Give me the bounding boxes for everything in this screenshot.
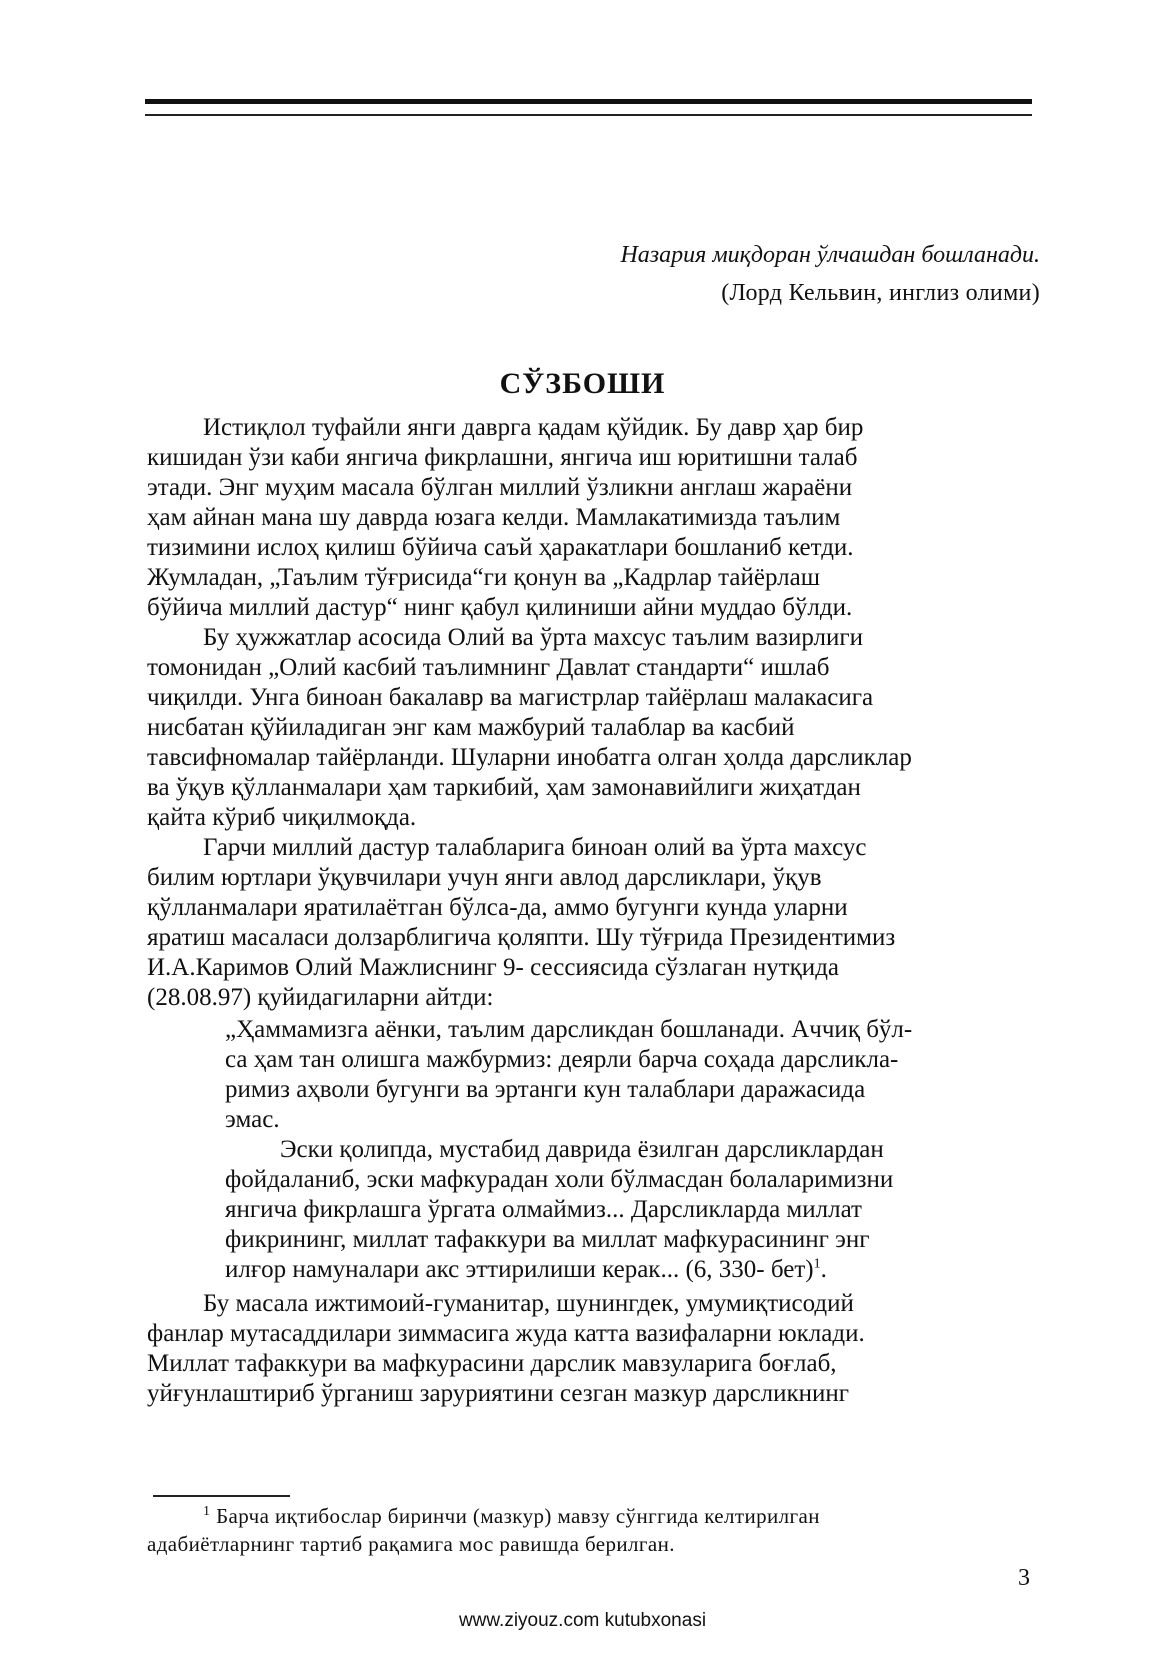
quote-line: фойдаланиб, эски мафкурадан холи бўлмасдан болаларимизни: [225, 1166, 894, 1193]
body-line: яратиш масаласи долзарблигича қоляпти. Шу тўғрида Президентимиз: [147, 924, 896, 951]
footnote-ref: 1: [813, 1256, 821, 1272]
chapter-title: СЎЗБОШИ: [499, 367, 666, 400]
body-line: билим юртлари ўқувчилари учун янги авлод дарсликлари, ўқув: [147, 864, 822, 891]
body-line: Жумладан, „Таълим тўғрисида“ги қонун ва „Кадрлар тайёрлаш: [147, 564, 820, 591]
body-line: бўйича миллий дастур“ нинг қабул қилиниши айни муддао бўлди.: [147, 594, 853, 621]
body-line: тизимини ислоҳ қилиш бўйича саъй ҳаракатлари бошланиб кетди.: [147, 534, 854, 561]
body-line: этади. Энг муҳим масала бўлган миллий ўзликни англаш жараёни: [147, 474, 853, 501]
body-line: ва ўқув қўлланмалари ҳам таркибий, ҳам замонавийлиги жиҳатдан: [147, 774, 861, 801]
body-line: чиқилди. Унга биноан бакалавр ва магистрлар тайёрлаш малакасига: [147, 684, 874, 711]
quote-line: са ҳам тан олишга мажбурмиз: деярли барча соҳада дарсликла-: [225, 1046, 899, 1073]
epigraph-attribution: (Лорд Кельвин, инглиз олими): [721, 280, 1040, 306]
body-line: Миллат тафаккури ва мафкурасини дарслик мавзуларига боғлаб,: [147, 1350, 837, 1377]
header-rule-thick: [145, 99, 1032, 104]
watermark: www.ziyouz.com kutubxonasi: [458, 1610, 707, 1631]
body-line: Бу ҳужжатлар асосида Олий ва ўрта махсус таълим вазирлиги: [203, 624, 864, 651]
body-line: фанлар мутасаддилари зиммасига жуда катта вазифаларни юклади.: [147, 1320, 865, 1347]
quote-line-last: [225, 1255, 827, 1285]
quote-line: эмас.: [225, 1106, 280, 1133]
footnote-text-1: Барча иқтибослар биринчи (мазкур) мавзу сўнггида келтирилган: [216, 1504, 820, 1528]
header-rule-thin: [145, 114, 1032, 116]
body-line: (28.08.97) қуйидагиларни айтди:: [147, 984, 494, 1011]
footnote-rule: [153, 1495, 290, 1497]
epigraph-quote: Назария миқдоран ўлчашдан бошланади.: [620, 242, 1040, 268]
footnote-mark: 1: [203, 1504, 211, 1519]
quote-line: фикрининг, миллат тафаккури ва миллат мафкурасининг энг: [225, 1226, 870, 1253]
body-line: уйғунлаштириб ўрганиш заруриятини сезган мазкур дарсликнинг: [147, 1380, 850, 1407]
body-line: Гарчи миллий дастур талабларига биноан олий ва ўрта махсус: [203, 834, 867, 861]
body-line: қўлланмалари яратилаётган бўлса-да, аммо бугунги кунда уларни: [147, 894, 848, 921]
body-line: И.А.Каримов Олий Мажлиснинг 9- сессиясида сўзлаган нутқида: [147, 954, 840, 981]
body-line: томонидан „Олий касбий таълимнинг Давлат стандарти“ ишлаб: [147, 654, 830, 681]
body-line: ҳам айнан мана шу даврда юзага келди. Мамлакатимизда таълим: [147, 504, 841, 531]
body-line: Бу масала ижтимоий-гуманитар, шунингдек, умумиқтисодий: [203, 1290, 854, 1317]
quote-line-text: илғор намуналари акс эттирилиши керак... (6, 330- бет): [225, 1256, 814, 1283]
body-line: тавсифномалар тайёрланди. Шуларни инобатга олган ҳолда дарсликлар: [147, 744, 912, 771]
quote-line: римиз аҳволи бугунги ва эртанги кун талаблари даражасида: [225, 1076, 866, 1103]
quote-line: янгича фикрлашга ўргата олмаймиз... Дарсликларда миллат: [225, 1196, 862, 1223]
body-line: нисбатан қўйиладиган энг кам мажбурий талаблар ва касбий: [147, 714, 795, 741]
quote-line: „Ҳаммамизга аёнки, таълим дарсликдан бошланади. Аччиқ бўл-: [225, 1016, 913, 1043]
body-line: Истиқлол туфайли янги даврга қадам қўйдик. Бу давр ҳар бир: [203, 414, 864, 441]
quote-end: .: [820, 1256, 827, 1283]
footnote-line-2: адабиётларнинг тартиб рақамига мос равишда берилган.: [147, 1532, 675, 1556]
body-line: қайта кўриб чиқилмоқда.: [147, 804, 417, 831]
footnote-line-1: [203, 1502, 820, 1530]
body-line: кишидан ўзи каби янгича фикрлашни, янгича иш юритишни талаб: [147, 444, 858, 471]
page-number: 3: [1018, 1565, 1030, 1591]
quote-line: Эски қолипда, мустабид даврида ёзилган дарсликлардан: [280, 1136, 884, 1163]
epigraph: [620, 240, 1040, 307]
